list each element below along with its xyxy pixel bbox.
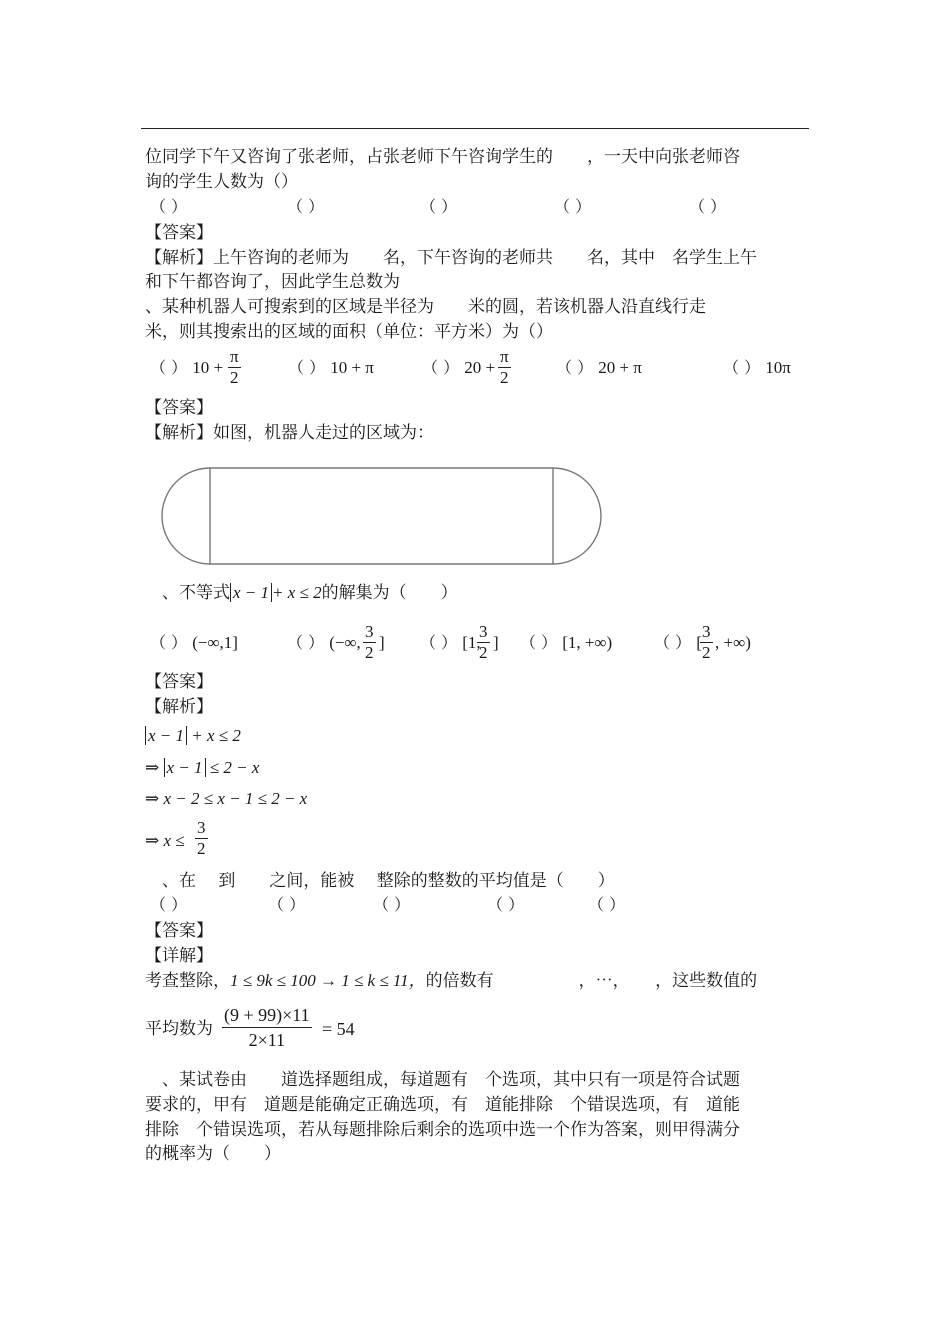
robot-region-figure (155, 462, 610, 572)
q3-option-c[interactable]: （ ） [1, (420, 633, 481, 652)
header-rule (141, 128, 809, 129)
q2-option-e[interactable]: （ ） 10π (723, 358, 791, 377)
q1-explanation-line2: 和下午都咨询了，因此学生总数为 (145, 272, 400, 292)
q3-option-a[interactable]: （ ） (−∞,1] (150, 633, 238, 652)
q3-option-c-fraction: $\frac{3}{2}$ (479, 622, 488, 662)
q4-detail-line1: 考查整除，1 ≤ 9k ≤ 100 → 1 ≤ k ≤ 11，的倍数有 ，⋯， ，这些数值的 (145, 971, 758, 991)
q4-detail-line2: 平均数为 (145, 1019, 213, 1039)
q4-option-b[interactable]: （ ） (268, 895, 306, 914)
q2-option-c-fraction: $\frac{\pi}{2}$ (500, 347, 509, 387)
q1-text-line2: 询的学生人数为（） (145, 172, 298, 192)
q3-option-d[interactable]: （ ） [1, +∞) (520, 633, 613, 652)
q2-option-a-fraction: $\frac{\pi}{2}$ (230, 347, 239, 387)
q1-text-line1: 位同学下午又咨询了张老师，占张老师下午咨询学生的 ，一天中向张老师咨 (145, 147, 740, 167)
q1-option-e[interactable]: （ ） (689, 197, 727, 216)
q1-explanation-line1: 【解析】上午咨询的老师为 名，下午咨询的老师共 名，其中 名学生上午 (145, 248, 757, 268)
q3-option-c-close: ] (493, 633, 499, 652)
q1-option-b[interactable]: （ ） (287, 197, 325, 216)
q4-average-result: = 54 (322, 1019, 355, 1039)
q3-option-e-tail: , +∞) (715, 633, 751, 652)
q3-text: 、不等式 x − 1 + x ≤ 2的解集为（ ） (162, 583, 458, 603)
q4-option-e[interactable]: （ ） (588, 895, 626, 914)
q5-text-line4: 的概率为（ ） (145, 1144, 281, 1164)
q5-text-line1: 、某试卷由 道选择题组成，每道题有 个选项，其中只有一项是符合试题 (162, 1070, 740, 1090)
q3-step4: ⇒ x ≤ (145, 831, 185, 850)
q3-step2: ⇒ x − 1 ≤ 2 − x (145, 758, 260, 777)
q4-detail-label: 【详解】 (145, 946, 213, 966)
q3-answer-label: 【答案】 (145, 672, 213, 692)
q3-option-b[interactable]: （ ） (−∞, (287, 633, 361, 652)
q2-option-b[interactable]: （ ） 10 + π (288, 358, 374, 377)
q5-text-line3: 排除 个错误选项，若从每题排除后剩余的选项中选一个作为答案，则甲得满分 (145, 1120, 740, 1140)
q2-text-line2: 米，则其搜索出的区域的面积（单位：平方米）为（） (145, 322, 553, 342)
q3-option-e[interactable]: （ ） [ (654, 633, 702, 652)
q4-average-fraction: $\frac{(9 + 99)\times 11}{2\times 11}$ (224, 1005, 310, 1050)
q1-option-c[interactable]: （ ） (420, 197, 458, 216)
q3-explanation-label: 【解析】 (145, 697, 213, 717)
q2-text-line1: 、某种机器人可搜索到的区域是半径为 米的圆，若该机器人沿直线行走 (145, 297, 706, 317)
q4-option-d[interactable]: （ ） (487, 895, 525, 914)
q5-text-line2: 要求的，甲有 道题是能确定正确选项，有 道能排除 个错误选项，有 道能 (145, 1095, 740, 1115)
q3-option-b-close: ] (379, 633, 385, 652)
q4-answer-label: 【答案】 (145, 921, 213, 941)
q2-option-a[interactable]: （ ） 10 + (150, 358, 224, 377)
q3-option-e-fraction: $\frac{3}{2}$ (702, 622, 711, 662)
q2-option-d[interactable]: （ ） 20 + π (556, 358, 642, 377)
q1-option-d[interactable]: （ ） (554, 197, 592, 216)
q3-step4-fraction: $\frac{3}{2}$ (197, 818, 206, 858)
q4-option-a[interactable]: （ ） (150, 895, 188, 914)
q1-answer-label: 【答案】 (145, 223, 213, 243)
q1-option-a[interactable]: （ ） (150, 197, 188, 216)
q2-explanation-line: 【解析】如图，机器人走过的区域为： (145, 423, 434, 443)
q3-step1: x − 1 + x ≤ 2 (145, 725, 241, 747)
q2-answer-label: 【答案】 (145, 398, 213, 418)
q4-option-c[interactable]: （ ） (373, 895, 411, 914)
q3-step3: ⇒ x − 2 ≤ x − 1 ≤ 2 − x (145, 789, 308, 808)
q4-text: 、在 到 之间，能被 整除的整数的平均值是（ ） (162, 871, 615, 891)
q3-option-b-fraction: $\frac{3}{2}$ (365, 622, 374, 662)
q2-option-c[interactable]: （ ） 20 + (422, 358, 496, 377)
